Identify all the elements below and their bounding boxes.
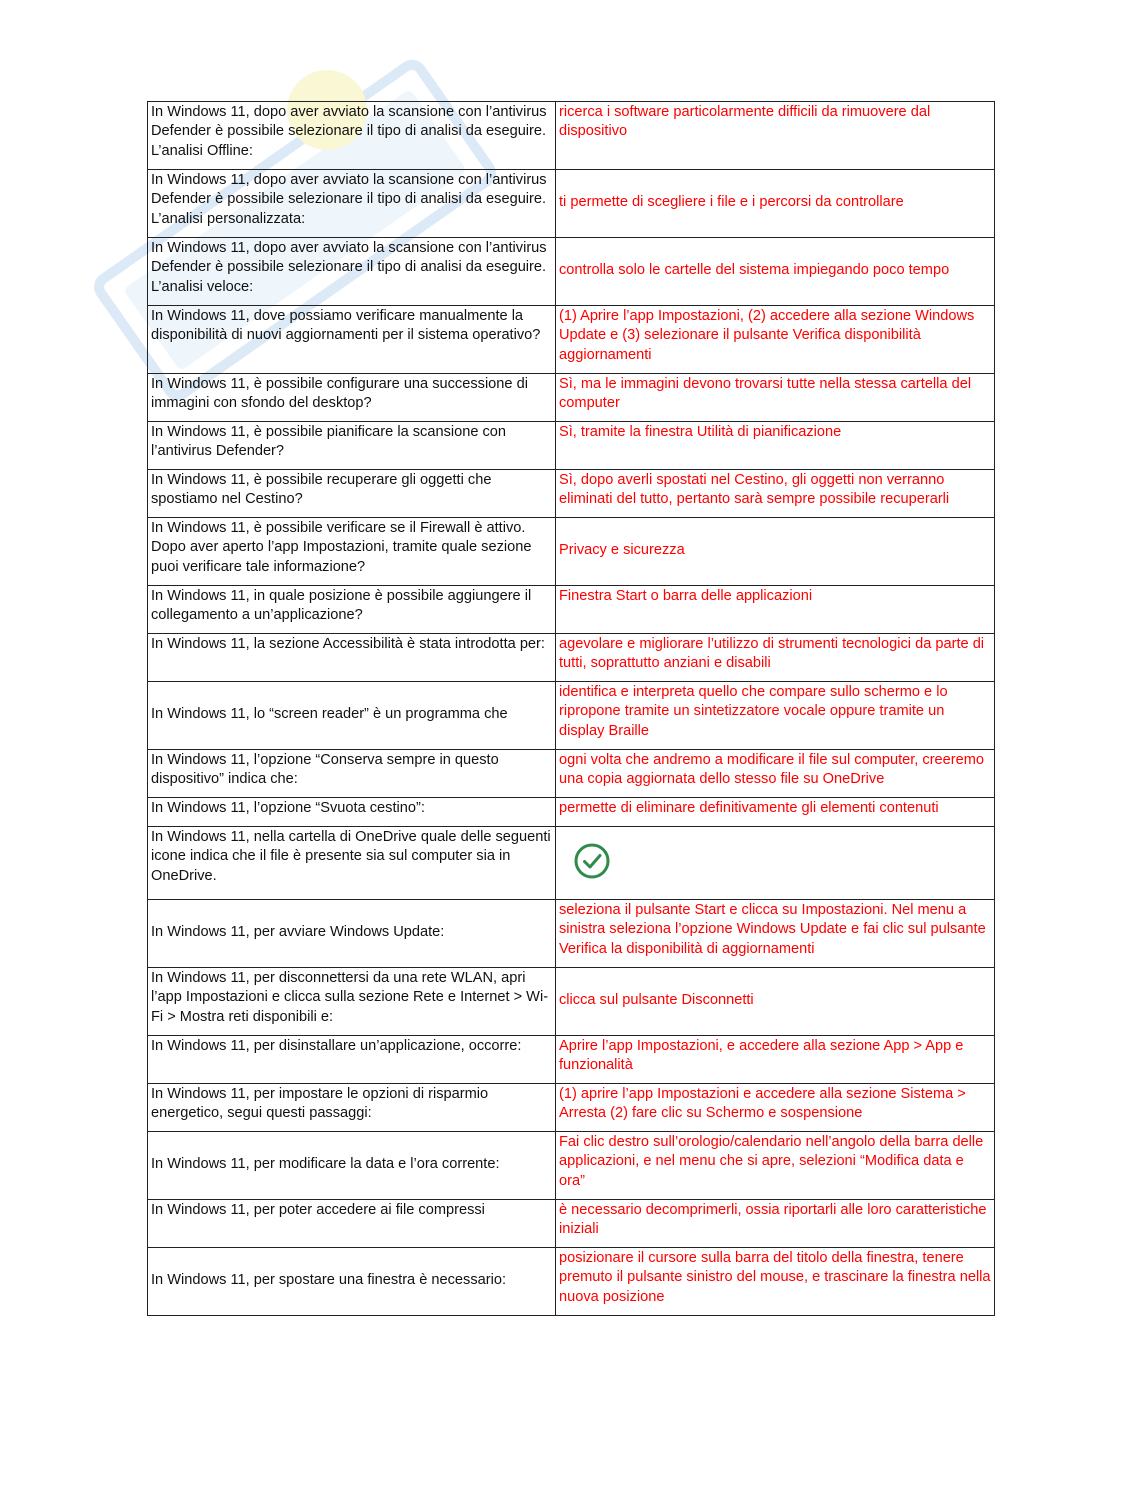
answer-cell: ti permette di scegliere i file e i percorsi da controllare [556,170,995,238]
question-cell: In Windows 11, per disconnettersi da una rete WLAN, apri l’app Impostazioni e clicca sulla sezione Rete e Internet > Wi-Fi > Mostra reti disponibili e: [148,968,556,1036]
answer-cell: seleziona il pulsante Start e clicca su Impostazioni. Nel menu a sinistra seleziona l’opzione Windows Update e fai clic sul pulsante Verifica la disponibilità di aggiornamenti [556,900,995,968]
question-cell: In Windows 11, per spostare una finestra è necessario: [148,1248,556,1316]
question-cell: In Windows 11, nella cartella di OneDrive quale delle seguenti icone indica che il file è presente sia sul computer sia in OneDrive. [148,827,556,900]
table-row [148,170,995,238]
table-row [148,470,995,518]
table-row [148,1200,995,1248]
answer-cell: posizionare il cursore sulla barra del titolo della finestra, tenere premuto il pulsante sinistro del mouse, e trascinare la finestra nella nuova posizione [556,1248,995,1316]
answer-cell: (1) Aprire l’app Impostazioni, (2) accedere alla sezione Windows Update e (3) selezionare il pulsante Verifica disponibilità aggiornamenti [556,306,995,374]
question-cell: In Windows 11, la sezione Accessibilità è stata introdotta per: [148,634,556,682]
table-row [148,306,995,374]
question-cell: In Windows 11, dove possiamo verificare manualmente la disponibilità di nuovi aggiornamenti per il sistema operativo? [148,306,556,374]
answer-cell: Sì, dopo averli spostati nel Cestino, gli oggetti non verranno eliminati del tutto, pertanto sarà sempre possibile recuperarli [556,470,995,518]
answer-cell: Finestra Start o barra delle applicazioni [556,586,995,634]
table-row [148,1036,995,1084]
qa-table [147,101,995,1316]
answer-cell: ricerca i software particolarmente difficili da rimuovere dal dispositivo [556,102,995,170]
table-row [148,1084,995,1132]
table-row [148,900,995,968]
question-cell: In Windows 11, è possibile verificare se il Firewall è attivo. Dopo aver aperto l’app Impostazioni, tramite quale sezione puoi verificare tale informazione? [148,518,556,586]
answer-cell: ogni volta che andremo a modificare il file sul computer, creeremo una copia aggiornata dello stesso file su OneDrive [556,750,995,798]
question-cell: In Windows 11, dopo aver avviato la scansione con l’antivirus Defender è possibile selezionare il tipo di analisi da eseguire. L’analisi personalizzata: [148,170,556,238]
table-row [148,1132,995,1200]
question-cell: In Windows 11, dopo aver avviato la scansione con l’antivirus Defender è possibile selezionare il tipo di analisi da eseguire. L’analisi veloce: [148,238,556,306]
answer-cell: è necessario decomprimerli, ossia riportarli alle loro caratteristiche iniziali [556,1200,995,1248]
question-cell: In Windows 11, per modificare la data e l’ora corrente: [148,1132,556,1200]
answer-cell: clicca sul pulsante Disconnetti [556,968,995,1036]
question-cell: In Windows 11, l’opzione “Conserva sempre in questo dispositivo” indica che: [148,750,556,798]
question-cell: In Windows 11, è possibile recuperare gli oggetti che spostiamo nel Cestino? [148,470,556,518]
table-row [148,374,995,422]
answer-cell: (1) aprire l’app Impostazioni e accedere alla sezione Sistema > Arresta (2) fare clic su Schermo e sospensione [556,1084,995,1132]
question-cell: In Windows 11, in quale posizione è possibile aggiungere il collegamento a un’applicazione? [148,586,556,634]
answer-cell: Sì, tramite la finestra Utilità di pianificazione [556,422,995,470]
question-cell: In Windows 11, per impostare le opzioni di risparmio energetico, segui questi passaggi: [148,1084,556,1132]
answer-cell: controlla solo le cartelle del sistema impiegando poco tempo [556,238,995,306]
table-row [148,422,995,470]
question-cell: In Windows 11, l’opzione “Svuota cestino”: [148,798,556,827]
answer-cell: agevolare e migliorare l’utilizzo di strumenti tecnologici da parte di tutti, soprattutto anziani e disabili [556,634,995,682]
answer-cell [556,827,995,900]
question-cell: In Windows 11, per disinstallare un’applicazione, occorre: [148,1036,556,1084]
answer-cell: Sì, ma le immagini devono trovarsi tutte nella stessa cartella del computer [556,374,995,422]
question-cell: In Windows 11, è possibile pianificare la scansione con l’antivirus Defender? [148,422,556,470]
green-check-circle-icon [573,842,611,880]
table-row [148,518,995,586]
table-row [148,634,995,682]
answer-cell: Aprire l’app Impostazioni, e accedere alla sezione App > App e funzionalità [556,1036,995,1084]
answer-cell: identifica e interpreta quello che compare sullo schermo e lo ripropone tramite un sintetizzatore vocale oppure tramite un display Braille [556,682,995,750]
question-cell: In Windows 11, per avviare Windows Update: [148,900,556,968]
table-row [148,586,995,634]
table-row [148,750,995,798]
table-row [148,238,995,306]
question-cell: In Windows 11, dopo aver avviato la scansione con l’antivirus Defender è possibile selezionare il tipo di analisi da eseguire. L’analisi Offline: [148,102,556,170]
answer-cell: Fai clic destro sull’orologio/calendario nell’angolo della barra delle applicazioni, e nel menu che si apre, selezioni “Modifica data e ora” [556,1132,995,1200]
question-cell: In Windows 11, per poter accedere ai file compressi [148,1200,556,1248]
answer-cell: Privacy e sicurezza [556,518,995,586]
answer-cell: permette di eliminare definitivamente gli elementi contenuti [556,798,995,827]
table-row [148,682,995,750]
question-cell: In Windows 11, lo “screen reader” è un programma che [148,682,556,750]
table-row [148,798,995,827]
table-row [148,102,995,170]
table-row [148,1248,995,1316]
table-row [148,968,995,1036]
table-row [148,827,995,900]
question-cell: In Windows 11, è possibile configurare una successione di immagini con sfondo del desktop? [148,374,556,422]
